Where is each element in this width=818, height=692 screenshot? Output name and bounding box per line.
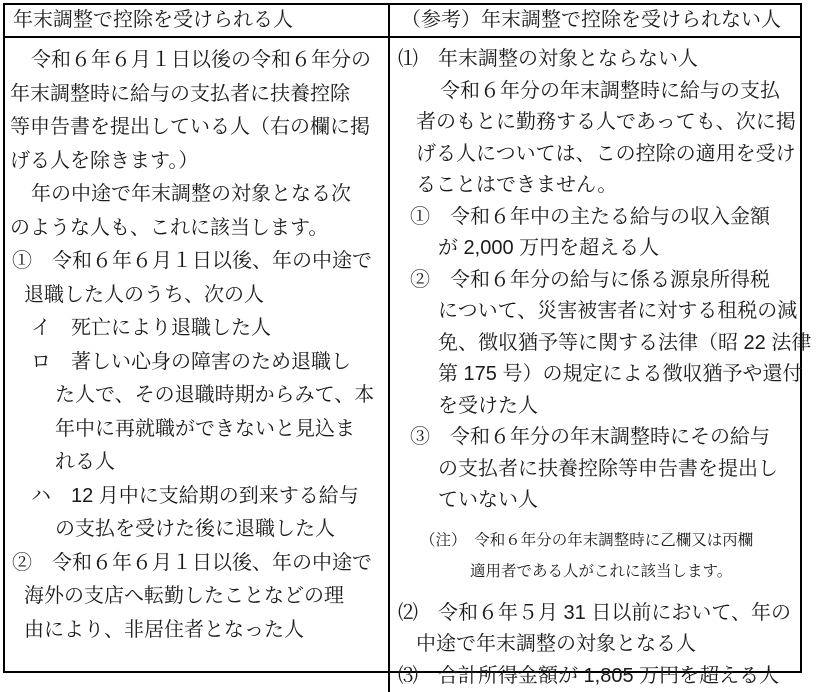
text-line: 海外の支店へ転勤したことなどの理 [10, 580, 388, 614]
text-line: ② 令和６年６月１日以後、年の中途で [10, 547, 388, 581]
not-eligible-column-cell [390, 38, 811, 692]
text-line: ① 令和６年６月１日以後、年の中途で [10, 245, 388, 279]
text-line: ることはできません。 [398, 170, 811, 202]
text-line: 年中に再就職ができないと見込ま [10, 413, 388, 447]
text-line: のような人も、これに該当します。 [10, 212, 388, 246]
text-line: ていない人 [398, 485, 811, 517]
text-line: の支払を受けた後に退職した人 [10, 513, 388, 547]
text-line: を受けた人 [398, 391, 811, 423]
header-eligible-column: 年末調整で控除を受けられる人 [5, 5, 390, 36]
text-line: ⑵ 令和６年５月 31 日以前において、年の [398, 598, 811, 630]
text-line: ③ 令和６年分の年末調整時にその給与 [398, 422, 811, 454]
text-line: ② 令和６年分の給与に係る源泉所得税 [398, 265, 811, 297]
text-line: げる人については、この控除の適用を受け [398, 139, 811, 171]
text-line: 適用者である人がこれに該当します。 [398, 556, 811, 588]
text-line: 者のもとに勤務する人であっても、次に掲 [398, 107, 811, 139]
text-line: 年末調整時に給与の支払者に扶養控除 [10, 78, 388, 112]
text-line: 令和６年分の年末調整時に給与の支払 [398, 76, 811, 108]
text-line: が 2,000 万円を超える人 [398, 233, 811, 265]
text-line: た人で、その退職時期からみて、本 [10, 379, 388, 413]
text-line: （注） 令和６年分の年末調整時に乙欄又は丙欄 [398, 525, 811, 557]
text-line: ⑶ 合計所得金額が 1,805 万円を超える人 [398, 661, 811, 692]
text-line: げる人を除きます。） [10, 145, 388, 179]
eligible-column-cell [5, 38, 390, 692]
text-line: 第 175 号）の規定による徴収猶予や還付 [398, 359, 811, 391]
text-line: 退職した人のうち、次の人 [10, 279, 388, 313]
text-line: れる人 [10, 446, 388, 480]
eligibility-table [3, 3, 802, 673]
text-line: 中途で年末調整の対象となる人 [398, 629, 811, 661]
text-line: ハ 12 月中に支給期の到来する給与 [10, 480, 388, 514]
text-line: の支払者に扶養控除等申告書を提出し [398, 454, 811, 486]
text-line: 由により、非居住者となった人 [10, 614, 388, 648]
text-line: 年の中途で年末調整の対象となる次 [10, 178, 388, 212]
text-line: ロ 著しい心身の障害のため退職し [10, 346, 388, 380]
text-line: イ 死亡により退職した人 [10, 312, 388, 346]
header-not-eligible-column: （参考）年末調整で控除を受けられない人 [390, 5, 800, 36]
text-line: について、災害被害者に対する租税の減 [398, 296, 811, 328]
table-header-row [5, 5, 800, 38]
text-line: ① 令和６年中の主たる給与の収入金額 [398, 202, 811, 234]
text-line: 免、徴収猶予等に関する法律（昭 22 法律 [398, 328, 811, 360]
table-body-row [5, 38, 800, 692]
text-line: ⑴ 年末調整の対象とならない人 [398, 44, 811, 76]
text-line: 等申告書を提出している人（右の欄に掲 [10, 111, 388, 145]
text-line: 令和６年６月１日以後の令和６年分の [10, 44, 388, 78]
